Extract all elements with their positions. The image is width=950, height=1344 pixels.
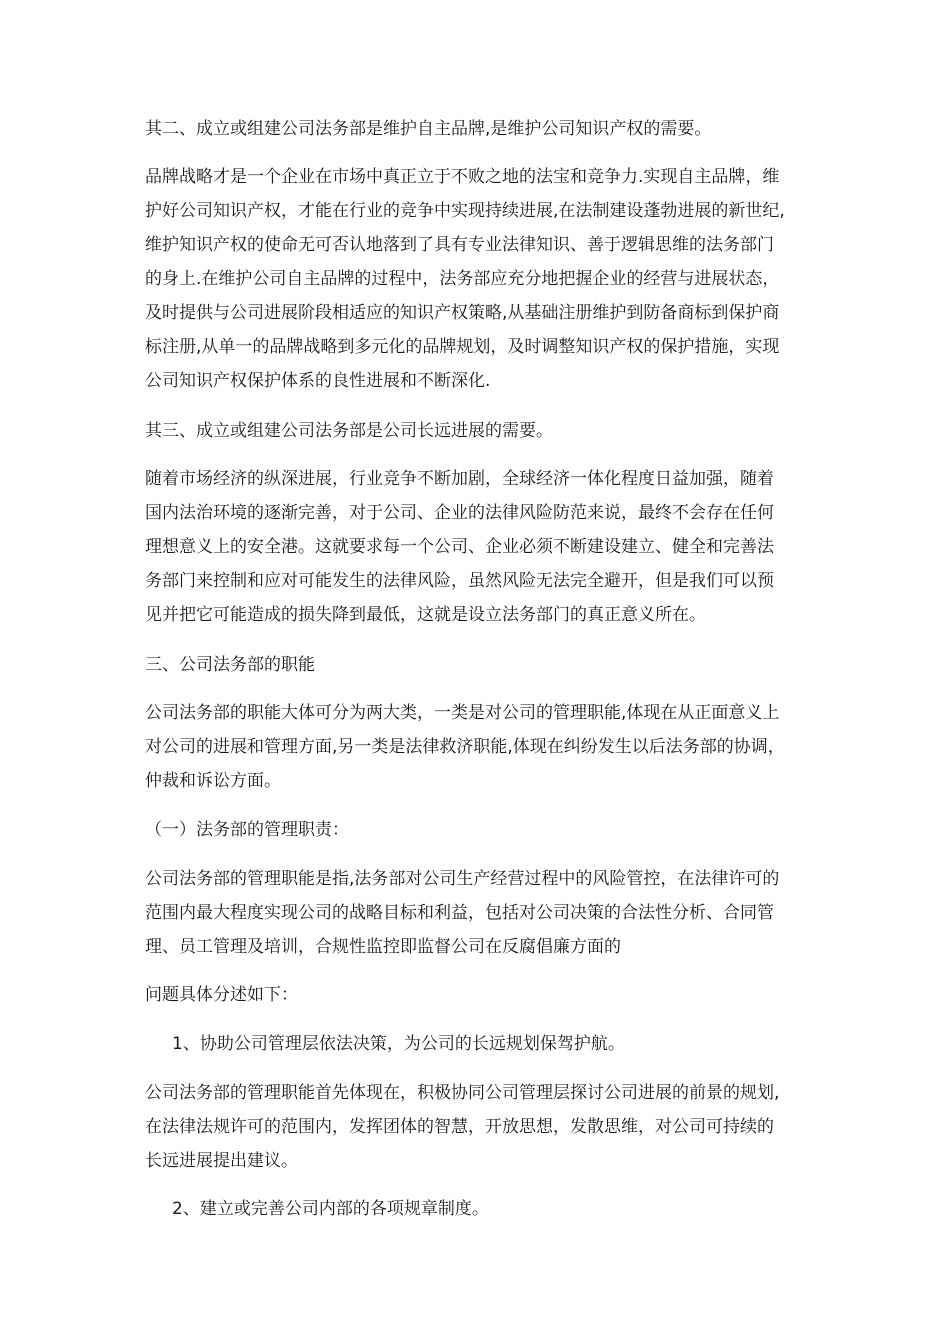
text-line: 其二、成立或组建公司法务部是维护自主品牌,是维护公司知识产权的需要。 <box>145 119 712 139</box>
text-line: 对公司的进展和管理方面,另一类是法律救济职能,体现在纠纷发生以后法务部的协调， <box>145 737 785 757</box>
paragraph-functions-overview <box>145 696 813 798</box>
text-line: 见并把它可能造成的损失降到最低，这就是设立法务部门的真正意义所在。 <box>145 605 706 625</box>
text-line: （一）法务部的管理职责： <box>145 820 349 840</box>
list-item-2 <box>172 1192 840 1226</box>
subheading-management-duties <box>145 813 813 847</box>
paragraph-market-economy <box>145 462 813 632</box>
text-line: 1、协助公司管理层依法决策，为公司的长远规划保驾护航。 <box>172 1034 625 1054</box>
text-line: 理想意义上的安全港。这就要求每一个公司、企业必须不断建设建立、健全和完善法 <box>145 537 774 557</box>
text-line: 的身上.在维护公司自主品牌的过程中，法务部应充分地把握企业的经营与进展状态， <box>145 269 780 289</box>
list-item-1 <box>172 1027 840 1061</box>
text-line: 随着市场经济的纵深进展，行业竞争不断加剧，全球经济一体化程度日益加强，随着 <box>145 469 774 489</box>
text-line: 其三、成立或组建公司法务部是公司长远进展的需要。 <box>145 421 553 441</box>
text-line: 三、公司法务部的职能 <box>145 655 315 675</box>
text-line: 在法律法规许可的范围内，发挥团体的智慧，开放思想，发散思维，对公司可持续的 <box>145 1117 774 1137</box>
paragraph-management-decision <box>145 1076 813 1178</box>
text-line: 务部门来控制和应对可能发生的法律风险，虽然风险无法完全避开，但是我们可以预 <box>145 571 774 591</box>
text-line: 公司法务部的职能大体可分为两大类，一类是对公司的管理职能,体现在从正面意义上 <box>145 703 780 723</box>
text-line: 范围内最大程度实现公司的战略目标和利益，包括对公司决策的合法性分析、合同管 <box>145 903 774 923</box>
text-line: 长远进展提出建议。 <box>145 1151 298 1171</box>
section-heading-functions <box>145 648 813 682</box>
text-line: 护好公司知识产权，才能在行业的竞争中实现持续进展,在法制建设蓬勃进展的新世纪, <box>145 201 785 221</box>
text-line: 及时提供与公司进展阶段相适应的知识产权策略,从基础注册维护到防备商标到保护商 <box>145 303 780 323</box>
paragraph-management-function <box>145 862 813 964</box>
text-line: 品牌战略才是一个企业在市场中真正立于不败之地的法宝和竞争力.实现自主品牌，维 <box>145 167 780 187</box>
text-line: 公司知识产权保护体系的良性进展和不断深化. <box>145 371 491 391</box>
text-line: 标注册,从单一的品牌战略到多元化的品牌规划，及时调整知识产权的保护措施，实现 <box>145 337 780 357</box>
text-line: 公司法务部的管理职能是指,法务部对公司生产经营过程中的风险管控，在法律许可的 <box>145 869 780 889</box>
paragraph-details-intro <box>145 978 813 1012</box>
text-line: 公司法务部的管理职能首先体现在，积极协同公司管理层探讨公司进展的前景的规划, <box>145 1083 780 1103</box>
heading-brand-protection <box>145 112 813 146</box>
heading-long-term-development <box>145 414 813 448</box>
paragraph-brand-strategy <box>145 160 813 398</box>
text-line: 2、建立或完善公司内部的各项规章制度。 <box>172 1199 489 1219</box>
text-line: 维护知识产权的使命无可否认地落到了具有专业法律知识、善于逻辑思维的法务部门 <box>145 235 774 255</box>
text-line: 问题具体分述如下： <box>145 985 298 1005</box>
text-line: 国内法治环境的逐渐完善，对于公司、企业的法律风险防范来说，最终不会存在任何 <box>145 503 774 523</box>
text-line: 仲裁和诉讼方面。 <box>145 771 281 791</box>
text-line: 理、员工管理及培训，合规性监控即监督公司在反腐倡廉方面的 <box>145 937 621 957</box>
